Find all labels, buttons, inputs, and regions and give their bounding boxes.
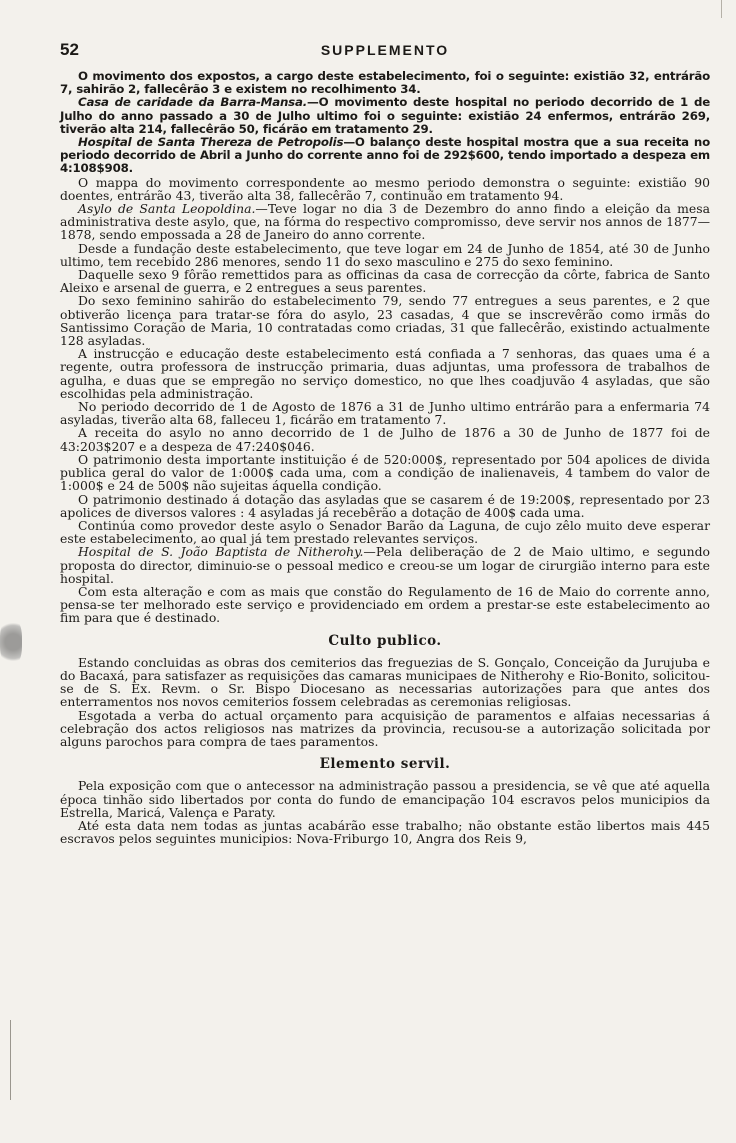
paragraph-patrimonio: O patrimonio desta importante instituição é de 520:000$, representado por 504 apolices de divida publica geral do valor de 1:000$ cada uma, com a condição de inalienaveis, 4 tambem do valor de 1:000$ e 24 de 500$ não sujeitas áquella condição. xyxy=(60,451,710,494)
section-heading-elemento-servil: Elemento servil. xyxy=(319,756,451,773)
paragraph-expostos: O movimento dos expostos, a cargo deste estabelecimento, foi o seguinte: existião 32, entrárão 7, sahirão 2, fallecêrão 3 e existem no recolhimento 34. xyxy=(60,69,710,97)
paragraph-nitheroy-hospital xyxy=(60,545,710,585)
paragraph-sexo-masculino: Daquelle sexo 9 fôrão remettidos para as officinas da casa de correcção da côrte, fabrica de Santo Aleixo e arsenal de guerra, e 2 entregues a seus parentes. xyxy=(60,267,710,296)
document-page xyxy=(60,40,710,845)
page-edge-rule xyxy=(721,0,722,18)
paragraph-sexo-feminino: Do sexo feminino sahirão do estabelecimento 79, sendo 77 entregues a seus parentes, e 2 que obtiverão licença para tratar-se fóra do asylo, 23 casadas, 4 que se inscrevêrão como irmãs do Santissimo Coração de Maria, 10 contratadas como criadas, 31 que fallecêrão, existindo actualmente 128 asyladas. xyxy=(60,293,710,349)
paragraph-alteracao: Com esta alteração e com as mais que constão do Regulamento de 16 de Maio do corrente anno, pensa-se ter melhorado este serviço e providenciado em ordem a prestar-se este estabelecimento ao fim para que é destinado. xyxy=(60,583,710,626)
page-header xyxy=(60,40,710,64)
paragraph-provedor: Continúa como provedor deste asylo o Senador Barão da Laguna, de cujo zêlo muito deve esperar este estabelecimento, ao qual já tem prestado relevantes serviços. xyxy=(60,517,710,547)
paragraph-text: —O balanço deste hospital mostra que a sua receita no periodo decorrido de Abril a Junho do corrente anno foi de 292$600, tendo importado a despeza em 4:108$908. xyxy=(60,135,710,176)
paragraph-asylo-leopoldina xyxy=(60,202,710,242)
paragraph-emancipacao: Pela exposição com que o antecessor na administração passou a presidencia, se vê que até aquella época tinhão sido libertados por conta do fundo de emancipação 104 escravos pelos municipios da Estrella, Maricá, Valença e Paraty. xyxy=(60,778,710,820)
paragraph-petropolis xyxy=(60,136,710,176)
paragraph-fundacao: Desde a fundação deste estabelecimento, que teve logar em 24 de Junho de 1854, até 30 de Junho ultimo, tem recebido 286 menores, sendo 11 do sexo masculino e 275 do sexo feminino. xyxy=(60,240,710,269)
running-title: SUPPLEMENTO xyxy=(320,42,450,58)
body-text xyxy=(60,70,710,845)
section-lead: Asylo de Santa Leopoldina. xyxy=(78,201,256,217)
paragraph-mappa: O mappa do movimento correspondente ao mesmo periodo demonstra o seguinte: existião 90 doentes, entrárão 43, tiverão alta 38, fallecêrão 7, continuão em tratamento 94. xyxy=(60,174,710,203)
paragraph-paramentos: Esgotada a verba do actual orçamento para acquisição de paramentos e alfaias necessarias á celebração dos actos religiosos nas matrizes da provincia, recusou-se a autorização solicitada por alguns parochos para compra de taes paramentos. xyxy=(60,707,710,749)
paragraph-cemiterios: Estando concluidas as obras dos cemiterios das freguezias de S. Gonçalo, Conceição da Jurujuba e do Bacaxá, para satisfazer as requisições das camaras municipaes de Nitherohy e Rio-Bonito, solicitou-se de S. Ex. Revm. o Sr. Bispo Diocesano as necessarias autorizações para que antes dos enterramentos nos novos cemiterios fossem celebradas as ceremonias religiosas. xyxy=(60,654,710,710)
paragraph-text: —Pela deliberação de 2 de Maio ultimo, e segundo proposta do director, diminuio-se o pessoal medico e creou-se um logar de cirurgião interno para este hospital. xyxy=(60,544,710,586)
paragraph-instrucao: A instrucção e educação deste estabelecimento está confiada a 7 senhoras, das quaes uma é a regente, outra professora de instrucção primaria, duas adjuntas, uma professora de trabalhos de agulha, e duas que se empregão no serviço domestico, no que lhes coadjuvão 4 asyladas, que são escolhidas pela administração. xyxy=(60,346,710,401)
paragraph-text: —O movimento deste hospital no periodo decorrido de 1 de Julho do anno passado a 30 de Julho ultimo foi o seguinte: existião 24 enfermos, entrárão 269, tiverão alta 214, fallecêrão 50, ficárão em tratamento 29. xyxy=(60,95,710,136)
paragraph-dotacao: O patrimonio destinado á dotação das asyladas que se casarem é de 19:200$, representado por 23 apolices de diversos valores : 4 asyladas já recebêrão a dotação de 400$ cada uma. xyxy=(60,491,710,520)
section-heading-culto: Culto publico. xyxy=(328,632,442,649)
section-lead: Casa de caridade da Barra-Mansa. xyxy=(78,95,308,110)
dense-block xyxy=(60,70,710,176)
section-lead: Hospital de Santa Thereza de Petropolis xyxy=(78,135,344,150)
page-number: 52 xyxy=(60,40,79,59)
paragraph-enfermaria: No periodo decorrido de 1 de Agosto de 1876 a 31 de Junho ultimo entrárão para a enfermaria 74 asyladas, tiverão alta 68, falleceu 1, ficárão em tratamento 7. xyxy=(60,399,710,428)
paragraph-libertos: Até esta data nem todas as juntas acabárão esse trabalho; não obstante estão libertos mais 445 escravos pelos seguintes municipios: Nova-Friburgo 10, Angra dos Reis 9, xyxy=(60,817,710,847)
margin-rule xyxy=(10,1020,11,1100)
paragraph-receita: A receita do asylo no anno decorrido de 1 de Julho de 1876 a 30 de Junho de 1877 foi de 43:203$207 e a despeza de 47:240$046. xyxy=(60,425,710,454)
paragraph-barra-mansa xyxy=(60,96,710,136)
binding-stain xyxy=(0,618,22,666)
paragraph-text: —Teve logar no dia 3 de Dezembro do anno findo a eleição da mesa administrativa deste asylo, que, na fórma do respectivo compromisso, deve servir nos annos de 1877—1878, sendo empossada a 28 de Janeiro do anno corrente. xyxy=(60,201,710,243)
section-lead: Hospital de S. João Baptista de Nitherohy. xyxy=(78,544,364,560)
